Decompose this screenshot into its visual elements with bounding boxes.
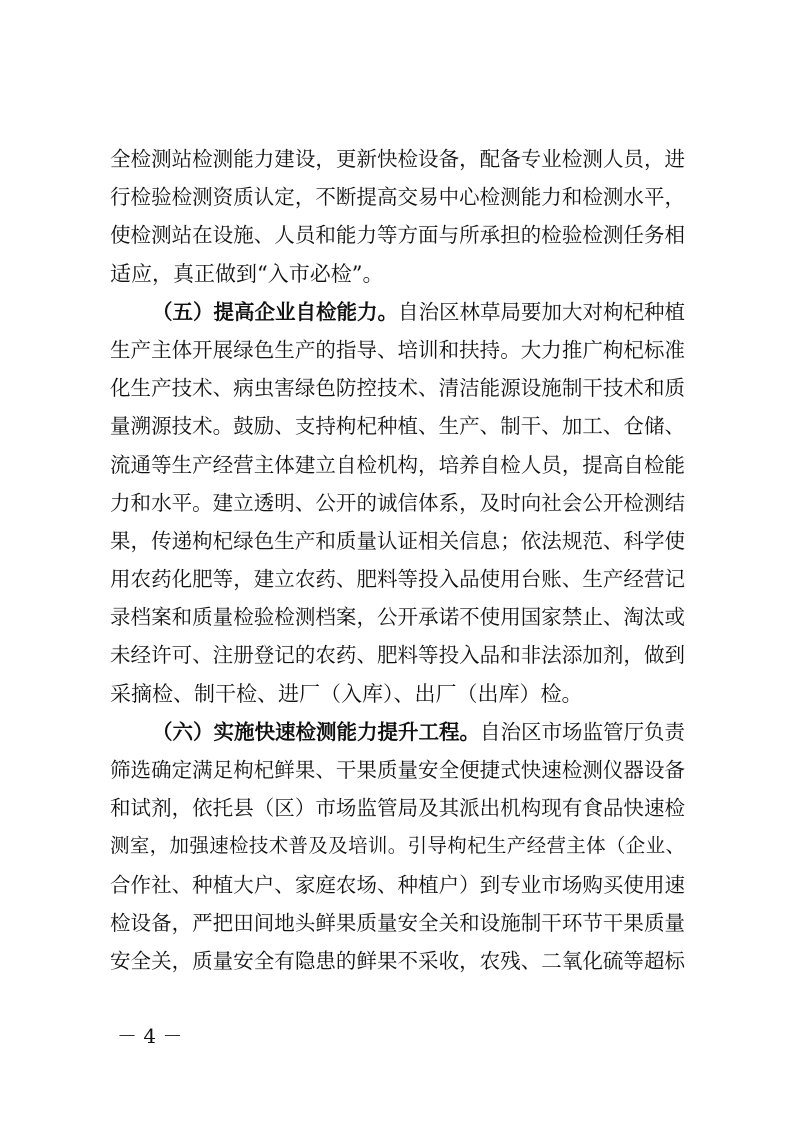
text-span: 自治区市场监管厅负责 <box>480 719 685 744</box>
page-number: － 4 － <box>117 1024 183 1048</box>
text-line: 录档案和质量检验检测档案，公开承诺不使用国家禁止、淘汰或 <box>110 605 685 630</box>
text-line: 化生产技术、病虫害绿色防控技术、清洁能源设施制干技术和质 <box>110 376 685 401</box>
text-line: 适应，真正做到“入市必检”。 <box>110 261 384 286</box>
text-line: 用农药化肥等，建立农药、肥料等投入品使用台账、生产经营记 <box>110 567 685 592</box>
document-body <box>110 140 685 980</box>
text-line: 合作社、种植大户、家庭农场、种植户）到专业市场购买使用速 <box>110 872 685 897</box>
text-line: 流通等生产经营主体建立自检机构，培养自检人员，提高自检能 <box>110 452 685 477</box>
text-line: 安全关，质量安全有隐患的鲜果不采收，农残、二氧化硫等超标 <box>110 948 685 973</box>
text-line: 果，传递枸杞绿色生产和质量认证相关信息；依法规范、科学使 <box>110 528 685 553</box>
text-line: 生产主体开展绿色生产的指导、培训和扶持。大力推广枸杞标准 <box>110 337 685 362</box>
text-line: 未经许可、注册登记的农药、肥料等投入品和非法添加剂，做到 <box>110 643 685 668</box>
text-line: 使检测站在设施、人员和能力等方面与所承担的检验检测任务相 <box>110 223 685 248</box>
text-line: 全检测站检测能力建设，更新快检设备，配备专业检测人员，进 <box>110 147 685 171</box>
text-line: 行检验检测资质认定，不断提高交易中心检测能力和检测水平， <box>110 185 685 210</box>
text-line: 和试剂，依托县（区）市场监管局及其派出机构现有食品快速检 <box>110 796 685 821</box>
text-span: 自治区林草局要加大对枸杞种植 <box>398 299 685 324</box>
text-line: 力和水平。建立透明、公开的诚信体系，及时向社会公开检测结 <box>110 490 685 515</box>
text-line: 采摘检、制干检、进厂（入库）、出厂（出库）检。 <box>110 681 583 706</box>
text-line: 量溯源技术。鼓励、支持枸杞种植、生产、制干、加工、仓储、 <box>110 414 685 439</box>
text-line: 筛选确定满足枸杞鲜果、干果质量安全便捷式快速检测仪器设备 <box>110 758 685 782</box>
section-heading-five: （五）提高企业自检能力。 <box>152 299 398 324</box>
paragraph-five-first-line <box>110 293 685 331</box>
section-heading-six: （六）实施快速检测能力提升工程。 <box>152 719 480 744</box>
text-line: 测室，加强速检技术普及及培训。引导枸杞生产经营主体（企业、 <box>110 834 685 858</box>
paragraph-six-first-line <box>110 713 685 751</box>
text-line: 检设备，严把田间地头鲜果质量安全关和设施制干环节干果质量 <box>110 910 685 935</box>
